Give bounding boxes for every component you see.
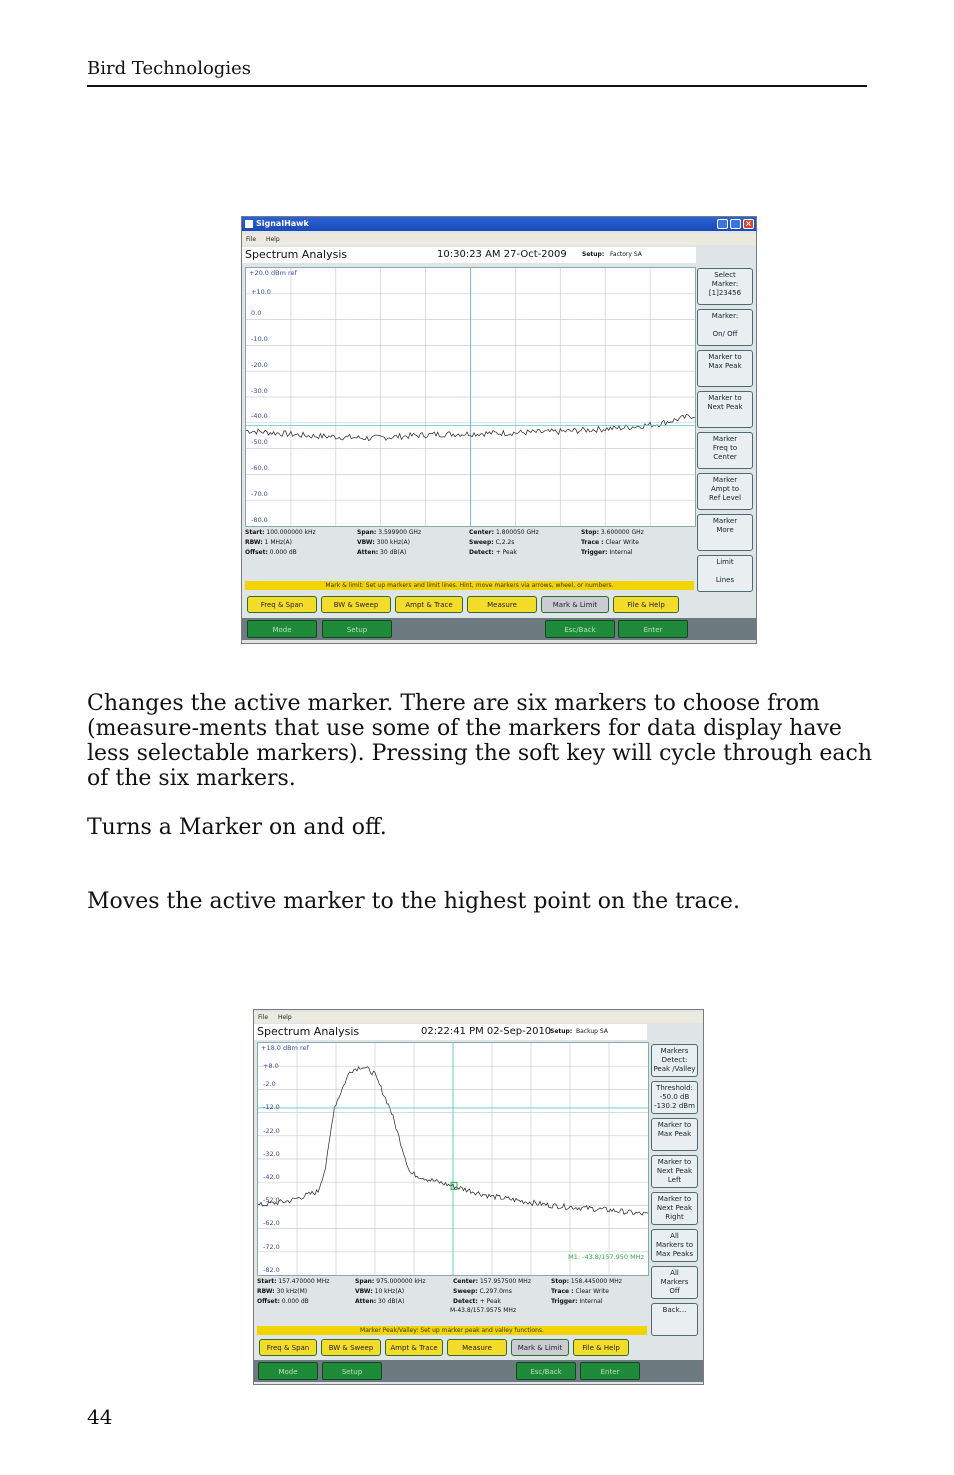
marker-info: M-43.8/157.9575 MHz xyxy=(450,1307,517,1314)
spectrum-plot[interactable] xyxy=(257,1042,649,1276)
softkey-label: Marker to xyxy=(708,353,742,361)
info-field xyxy=(357,528,421,538)
softkey-label: Peak /Valley xyxy=(653,1065,696,1073)
bottom-button-bar xyxy=(254,1360,703,1382)
softkey-2[interactable] xyxy=(697,309,753,346)
softkey-label: Markers xyxy=(660,1047,689,1055)
info-field xyxy=(245,538,292,548)
softkey-label: [1]23456 xyxy=(708,289,742,297)
softkey-5[interactable] xyxy=(697,432,753,469)
softkey-label: All xyxy=(670,1232,679,1240)
tab-bw-sweep[interactable]: BW & Sweep xyxy=(321,1339,381,1356)
enter-button[interactable]: Enter xyxy=(580,1362,640,1380)
ref-level-label: +18.0 dBm ref xyxy=(261,1044,309,1052)
softkey-5[interactable] xyxy=(651,1192,698,1225)
softkey-label: Lines xyxy=(715,576,735,584)
hint-bar: Marker Peak/Valley: Set up marker peak and valley functions. xyxy=(257,1326,647,1335)
softkey-7[interactable] xyxy=(697,514,753,551)
setup-label: Setup: xyxy=(582,251,605,258)
esc-back-button[interactable]: Esc/Back xyxy=(516,1362,576,1380)
info-value: 3.600000 GHz xyxy=(599,529,644,536)
window-title: SignalHawk xyxy=(256,219,309,228)
close-icon[interactable]: × xyxy=(743,219,754,229)
page-title: Spectrum Analysis xyxy=(257,1025,360,1038)
softkey-2[interactable] xyxy=(651,1081,698,1114)
tab-bar xyxy=(245,596,694,616)
softkey-3[interactable] xyxy=(651,1118,698,1151)
maximize-icon[interactable] xyxy=(730,219,741,229)
tab-ampt-trace[interactable]: Ampt & Trace xyxy=(385,1339,443,1356)
y-tick-label: -82.0 xyxy=(263,1265,280,1274)
info-value: 0.000 dB xyxy=(267,549,297,556)
y-tick-label: -80.0 xyxy=(251,515,268,524)
info-field xyxy=(551,1277,622,1287)
info-field xyxy=(453,1297,501,1307)
softkey-label: Marker to xyxy=(657,1121,692,1129)
softkey-4[interactable] xyxy=(697,391,753,428)
y-tick-label: -2.0 xyxy=(263,1080,276,1089)
softkey-7[interactable] xyxy=(651,1266,698,1299)
info-field xyxy=(257,1297,309,1307)
screenshot-spectrum-analysis-1 xyxy=(241,216,757,644)
softkey-label: Marker to xyxy=(708,394,742,402)
softkey-6[interactable] xyxy=(651,1229,698,1262)
info-field xyxy=(469,528,539,538)
softkey-label: Off xyxy=(669,1287,680,1295)
spectrum-plot[interactable] xyxy=(245,267,696,527)
softkey-1[interactable] xyxy=(697,268,753,305)
info-value: Clear Write xyxy=(573,1288,609,1295)
tab-file-help[interactable]: File & Help xyxy=(573,1339,629,1356)
softkey-label: Marker to xyxy=(657,1195,692,1203)
info-value: Internal xyxy=(577,1298,603,1305)
tab-measure[interactable]: Measure xyxy=(447,1339,507,1356)
y-tick-label: -12.0 xyxy=(263,1103,280,1112)
softkey-label: On/ Off xyxy=(712,330,738,338)
info-field xyxy=(469,538,514,548)
softkey-label: Next Peak xyxy=(656,1204,693,1212)
info-label: Trace : xyxy=(581,539,604,546)
y-tick-label: -60.0 xyxy=(251,464,268,473)
header-rule xyxy=(87,85,867,87)
softkey-label: Marker xyxy=(712,517,738,525)
info-label: Detect: xyxy=(453,1298,478,1305)
mode-button[interactable]: Mode xyxy=(247,620,317,638)
softkey-label: Ampt to xyxy=(710,485,740,493)
softkey-label: Max Peak xyxy=(708,362,742,370)
info-value: Internal xyxy=(607,549,633,556)
info-value: 30 kHz(M) xyxy=(274,1288,308,1295)
y-tick-label: -52.0 xyxy=(263,1196,280,1205)
softkey-label: Right xyxy=(665,1213,684,1221)
tab-file-help[interactable]: File & Help xyxy=(613,596,679,613)
softkey-label: Select xyxy=(714,271,736,279)
softkey-6[interactable] xyxy=(697,473,753,510)
y-tick-label: +10.0 xyxy=(251,288,271,297)
menu-bar xyxy=(254,1012,703,1023)
y-tick-label: -30.0 xyxy=(251,386,268,395)
tab-ampt-trace[interactable]: Ampt & Trace xyxy=(395,596,463,613)
info-label: Center: xyxy=(469,529,495,536)
info-value: 300 kHz(A) xyxy=(374,539,410,546)
softkey-label: All xyxy=(670,1269,679,1277)
info-label: Atten: xyxy=(357,549,379,556)
info-value: 158.445000 MHz xyxy=(569,1278,622,1285)
bottom-button-bar xyxy=(242,618,756,640)
softkey-label xyxy=(698,321,752,330)
softkey-label: Ref Level xyxy=(708,494,742,502)
ref-level-label: +20.0 dBm ref xyxy=(249,269,297,277)
tab-mark-limit[interactable]: Mark & Limit xyxy=(511,1339,569,1356)
info-value: Clear Write xyxy=(603,539,639,546)
running-header: Bird Technologies xyxy=(87,58,251,79)
info-label: Trigger: xyxy=(581,549,608,556)
softkey-label: Freq to xyxy=(712,444,738,452)
hint-bar: Mark & limit: Set up markers and limit lines. Hint, move markers via arrows, wheel, or numbers. xyxy=(245,581,694,590)
marker-readout: M1: -43.8/157.950 MHz xyxy=(568,1253,644,1261)
softkey-label: -50.0 dB xyxy=(659,1093,690,1101)
paragraph-select-marker: Changes the active marker. There are six markers to choose from (measure-ments that use some of the markers for data display have less selectable markers). Pressing the soft key will cycle through each of the six markers. xyxy=(87,691,872,791)
y-tick-label: -50.0 xyxy=(251,438,268,447)
tab-bar xyxy=(257,1339,647,1359)
softkey-label: Marker xyxy=(712,476,738,484)
info-label: Span: xyxy=(357,529,377,536)
info-field xyxy=(453,1287,512,1297)
info-label: Stop: xyxy=(551,1278,570,1285)
enter-button[interactable]: Enter xyxy=(618,620,688,638)
info-value: 157.470000 MHz xyxy=(276,1278,330,1285)
info-label: Offset: xyxy=(245,549,268,556)
y-tick-label: -40.0 xyxy=(251,412,268,421)
page-number: 44 xyxy=(87,1405,113,1429)
info-label: Atten: xyxy=(355,1298,377,1305)
paragraph-marker-on-off: Turns a Marker on and off. xyxy=(87,815,387,840)
info-field xyxy=(581,548,633,558)
analysis-header xyxy=(242,247,696,263)
softkey-label: Back... xyxy=(662,1306,687,1314)
info-label: Sweep: xyxy=(469,539,494,546)
softkey-label: Next Peak xyxy=(656,1167,693,1175)
info-field xyxy=(245,548,297,558)
info-field xyxy=(453,1277,531,1287)
screenshot-spectrum-analysis-2 xyxy=(253,1009,704,1385)
tab-mark-limit[interactable]: Mark & Limit xyxy=(541,596,609,613)
info-field xyxy=(581,538,639,548)
softkey-8[interactable] xyxy=(697,555,753,592)
softkey-label: Left xyxy=(667,1176,682,1184)
minimize-icon[interactable] xyxy=(717,219,728,229)
info-field xyxy=(355,1297,404,1307)
app-icon xyxy=(245,220,253,228)
window-titlebar xyxy=(242,217,756,231)
softkey-8[interactable] xyxy=(651,1303,698,1336)
info-value: 0.000 dB xyxy=(279,1298,309,1305)
setup-value: Backup SA xyxy=(576,1028,608,1035)
info-field xyxy=(357,538,410,548)
y-tick-label: +8.0 xyxy=(263,1061,279,1070)
analysis-header xyxy=(254,1024,647,1040)
info-label: Offset: xyxy=(257,1298,280,1305)
setup-label: Setup: xyxy=(550,1028,573,1035)
tab-measure[interactable]: Measure xyxy=(467,596,537,613)
softkey-label: Next Peak xyxy=(707,403,743,411)
info-value: 975.000000 kHz xyxy=(374,1278,426,1285)
info-field xyxy=(257,1287,307,1297)
setup-value: Factory SA xyxy=(610,251,642,258)
softkey-label: Marker xyxy=(712,435,738,443)
info-label: Start: xyxy=(245,529,265,536)
info-value: 100.000000 kHz xyxy=(264,529,316,536)
tab-freq-span[interactable]: Freq & Span xyxy=(259,1339,317,1356)
info-field xyxy=(551,1297,603,1307)
y-tick-label: -42.0 xyxy=(263,1172,280,1181)
info-field xyxy=(581,528,644,538)
menu-file[interactable]: File xyxy=(258,1014,269,1021)
tab-bw-sweep[interactable]: BW & Sweep xyxy=(321,596,391,613)
paragraph-max-peak: Moves the active marker to the highest point on the trace. xyxy=(87,889,740,914)
setup-button[interactable]: Setup xyxy=(322,1362,382,1380)
info-field xyxy=(551,1287,609,1297)
datetime: 02:22:41 PM 02-Sep-2010 xyxy=(421,1026,552,1037)
info-value: 10 kHz(A) xyxy=(372,1288,405,1295)
softkey-3[interactable] xyxy=(697,350,753,387)
softkey-label: -130.2 dBm xyxy=(654,1102,695,1110)
info-field xyxy=(357,548,406,558)
softkey-4[interactable] xyxy=(651,1155,698,1188)
info-value: + Peak xyxy=(493,549,517,556)
info-label: Sweep: xyxy=(453,1288,478,1295)
info-value: C,297.0ms xyxy=(477,1288,512,1295)
menu-help[interactable]: Help xyxy=(265,236,280,243)
softkey-label: Threshold: xyxy=(656,1084,693,1092)
softkey-label: More xyxy=(716,526,734,534)
info-label: RBW: xyxy=(257,1288,275,1295)
softkey-label: Max Peaks xyxy=(656,1250,693,1258)
info-value: 3.599900 GHz xyxy=(376,529,422,536)
softkey-label: Marker: xyxy=(711,312,739,320)
info-label: RBW: xyxy=(245,539,263,546)
page-title: Spectrum Analysis xyxy=(245,248,348,261)
mode-button[interactable]: Mode xyxy=(258,1362,318,1380)
info-label: Trace : xyxy=(551,1288,574,1295)
menu-file[interactable]: File xyxy=(246,236,257,243)
info-field xyxy=(245,528,316,538)
info-label: Stop: xyxy=(581,529,600,536)
info-label: Start: xyxy=(257,1278,277,1285)
esc-back-button[interactable]: Esc/Back xyxy=(545,620,615,638)
y-tick-label: -62.0 xyxy=(263,1219,280,1228)
menu-help[interactable]: Help xyxy=(277,1014,292,1021)
info-field xyxy=(257,1277,329,1287)
spectrum-chart xyxy=(246,268,695,526)
datetime: 10:30:23 AM 27-Oct-2009 xyxy=(437,249,567,260)
info-label: Detect: xyxy=(469,549,494,556)
softkey-1[interactable] xyxy=(651,1044,698,1077)
softkey-label: Markers xyxy=(660,1278,689,1286)
info-value: 157.957500 MHz xyxy=(478,1278,531,1285)
info-label: Center: xyxy=(453,1278,479,1285)
info-label: VBW: xyxy=(355,1288,373,1295)
info-label: VBW: xyxy=(357,539,375,546)
info-label: Span: xyxy=(355,1278,375,1285)
spectrum-chart xyxy=(258,1043,648,1275)
softkey-label: Max Peak xyxy=(657,1130,692,1138)
info-field xyxy=(355,1287,404,1297)
softkey-label: Markers to xyxy=(655,1241,694,1249)
info-field xyxy=(469,548,517,558)
info-value: 30 dB(A) xyxy=(378,549,407,556)
tab-freq-span[interactable]: Freq & Span xyxy=(247,596,317,613)
softkey-label: Marker to xyxy=(657,1158,692,1166)
softkey-label: Limit xyxy=(716,558,734,566)
y-tick-label: -70.0 xyxy=(251,489,268,498)
y-tick-label: -72.0 xyxy=(263,1242,280,1251)
info-field xyxy=(355,1277,426,1287)
y-tick-label: -10.0 xyxy=(251,335,268,344)
menu-bar xyxy=(242,234,756,245)
softkey-label: Detect: xyxy=(661,1056,688,1064)
info-value: 1 MHz(A) xyxy=(262,539,292,546)
y-tick-label: -22.0 xyxy=(263,1126,280,1135)
softkey-label: Marker: xyxy=(711,280,739,288)
info-value: + Peak xyxy=(477,1298,501,1305)
info-value: C,2.2s xyxy=(493,539,515,546)
softkey-label: Center xyxy=(713,453,737,461)
y-tick-label: -20.0 xyxy=(251,360,268,369)
info-value: 30 dB(A) xyxy=(376,1298,405,1305)
softkey-label xyxy=(698,567,752,576)
info-label: Trigger: xyxy=(551,1298,578,1305)
setup-button[interactable]: Setup xyxy=(322,620,392,638)
info-value: 1.800050 GHz xyxy=(494,529,539,536)
y-tick-label: -32.0 xyxy=(263,1149,280,1158)
y-tick-label: 0.0 xyxy=(251,309,262,318)
